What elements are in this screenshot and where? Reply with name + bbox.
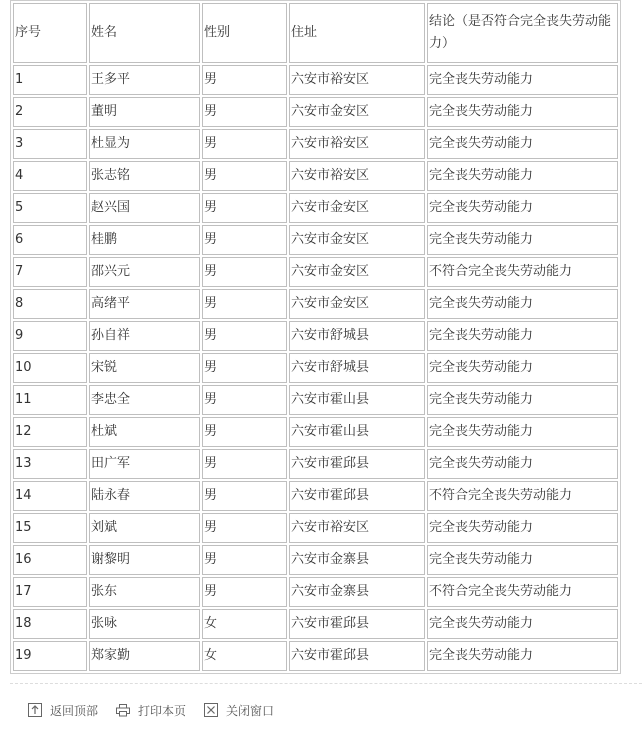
- table-row: [13, 321, 618, 351]
- cell-no: 10: [13, 353, 87, 383]
- cell-name: 刘斌: [89, 513, 200, 543]
- cell-result: 完全丧失劳动能力: [427, 65, 618, 95]
- cell-sex: 男: [202, 513, 287, 543]
- cell-result: 完全丧失劳动能力: [427, 545, 618, 575]
- cell-name: 董明: [89, 97, 200, 127]
- cell-result: 不符合完全丧失劳动能力: [427, 257, 618, 287]
- cell-sex: 男: [202, 321, 287, 351]
- cell-result: 完全丧失劳动能力: [427, 353, 618, 383]
- cell-name: 王多平: [89, 65, 200, 95]
- table-row: [13, 577, 618, 607]
- cell-no: 6: [13, 225, 87, 255]
- cell-no: 12: [13, 417, 87, 447]
- header-result: 结论（是否符合完全丧失劳动能力）: [427, 3, 618, 63]
- cell-address: 六安市霍邱县: [289, 481, 425, 511]
- table-row: [13, 513, 618, 543]
- cell-sex: 男: [202, 577, 287, 607]
- back-to-top-label: 返回顶部: [50, 703, 99, 718]
- cell-result: 完全丧失劳动能力: [427, 513, 618, 543]
- table-row: [13, 545, 618, 575]
- cell-name: 孙自祥: [89, 321, 200, 351]
- cell-result: 完全丧失劳动能力: [427, 97, 618, 127]
- cell-sex: 男: [202, 97, 287, 127]
- table-row: [13, 641, 618, 671]
- table-row: [13, 353, 618, 383]
- cell-name: 张东: [89, 577, 200, 607]
- cell-sex: 女: [202, 609, 287, 639]
- cell-result: 完全丧失劳动能力: [427, 129, 618, 159]
- cell-address: 六安市裕安区: [289, 65, 425, 95]
- close-window-label: 关闭窗口: [226, 703, 275, 718]
- cell-name: 杜斌: [89, 417, 200, 447]
- cell-name: 杜显为: [89, 129, 200, 159]
- table-row: [13, 257, 618, 287]
- cell-no: 3: [13, 129, 87, 159]
- table-row: [13, 129, 618, 159]
- cell-address: 六安市金安区: [289, 193, 425, 223]
- back-to-top-link[interactable]: [28, 702, 98, 719]
- header-address: 住址: [289, 3, 425, 63]
- cell-result: 不符合完全丧失劳动能力: [427, 577, 618, 607]
- cell-sex: 男: [202, 417, 287, 447]
- print-icon: [116, 703, 130, 717]
- results-table-body: [13, 3, 618, 671]
- cell-address: 六安市金安区: [289, 225, 425, 255]
- cell-no: 13: [13, 449, 87, 479]
- table-header-row: [13, 3, 618, 63]
- cell-address: 六安市霍邱县: [289, 641, 425, 671]
- cell-result: 完全丧失劳动能力: [427, 385, 618, 415]
- cell-no: 8: [13, 289, 87, 319]
- table-row: [13, 193, 618, 223]
- cell-address: 六安市舒城县: [289, 353, 425, 383]
- cell-address: 六安市裕安区: [289, 513, 425, 543]
- cell-sex: 女: [202, 641, 287, 671]
- cell-result: 完全丧失劳动能力: [427, 225, 618, 255]
- cell-sex: 男: [202, 385, 287, 415]
- cell-no: 16: [13, 545, 87, 575]
- cell-sex: 男: [202, 193, 287, 223]
- cell-name: 高绪平: [89, 289, 200, 319]
- cell-name: 田广军: [89, 449, 200, 479]
- cell-sex: 男: [202, 481, 287, 511]
- cell-sex: 男: [202, 353, 287, 383]
- cell-no: 5: [13, 193, 87, 223]
- header-name: 姓名: [89, 3, 200, 63]
- cell-no: 17: [13, 577, 87, 607]
- cell-result: 完全丧失劳动能力: [427, 161, 618, 191]
- cell-sex: 男: [202, 545, 287, 575]
- cell-result: 完全丧失劳动能力: [427, 609, 618, 639]
- cell-sex: 男: [202, 65, 287, 95]
- cell-address: 六安市霍山县: [289, 417, 425, 447]
- cell-name: 郑家勤: [89, 641, 200, 671]
- close-window-icon: [204, 703, 218, 717]
- cell-name: 桂鹏: [89, 225, 200, 255]
- cell-address: 六安市金安区: [289, 257, 425, 287]
- cell-sex: 男: [202, 289, 287, 319]
- cell-no: 15: [13, 513, 87, 543]
- cell-no: 7: [13, 257, 87, 287]
- cell-address: 六安市舒城县: [289, 321, 425, 351]
- cell-no: 18: [13, 609, 87, 639]
- cell-result: 完全丧失劳动能力: [427, 417, 618, 447]
- cell-address: 六安市霍山县: [289, 385, 425, 415]
- cell-sex: 男: [202, 449, 287, 479]
- table-row: [13, 225, 618, 255]
- cell-name: 李忠全: [89, 385, 200, 415]
- cell-no: 1: [13, 65, 87, 95]
- cell-address: 六安市霍邱县: [289, 609, 425, 639]
- cell-sex: 男: [202, 225, 287, 255]
- cell-no: 4: [13, 161, 87, 191]
- table-row: [13, 417, 618, 447]
- print-page-label: 打印本页: [138, 703, 187, 718]
- cell-name: 宋锐: [89, 353, 200, 383]
- cell-no: 14: [13, 481, 87, 511]
- cell-address: 六安市金安区: [289, 289, 425, 319]
- cell-no: 11: [13, 385, 87, 415]
- back-to-top-icon: [28, 703, 42, 717]
- close-window-link[interactable]: [204, 702, 274, 719]
- table-row: [13, 449, 618, 479]
- table-row: [13, 161, 618, 191]
- cell-no: 19: [13, 641, 87, 671]
- cell-name: 邵兴元: [89, 257, 200, 287]
- cell-name: 谢黎明: [89, 545, 200, 575]
- cell-no: 2: [13, 97, 87, 127]
- header-sex: 性别: [202, 3, 287, 63]
- results-table: [10, 0, 621, 674]
- table-row: [13, 481, 618, 511]
- cell-address: 六安市霍邱县: [289, 449, 425, 479]
- cell-name: 陆永春: [89, 481, 200, 511]
- results-table-container: [10, 0, 621, 674]
- cell-name: 张志铭: [89, 161, 200, 191]
- cell-address: 六安市裕安区: [289, 129, 425, 159]
- cell-sex: 男: [202, 161, 287, 191]
- cell-result: 完全丧失劳动能力: [427, 321, 618, 351]
- cell-address: 六安市金寨县: [289, 577, 425, 607]
- table-row: [13, 65, 618, 95]
- cell-name: 张咏: [89, 609, 200, 639]
- cell-result: 完全丧失劳动能力: [427, 449, 618, 479]
- cell-no: 9: [13, 321, 87, 351]
- cell-address: 六安市金安区: [289, 97, 425, 127]
- cell-result: 完全丧失劳动能力: [427, 289, 618, 319]
- header-no: 序号: [13, 3, 87, 63]
- cell-result: 完全丧失劳动能力: [427, 641, 618, 671]
- cell-name: 赵兴国: [89, 193, 200, 223]
- page-footer-toolbar: [28, 700, 292, 720]
- table-row: [13, 289, 618, 319]
- table-row: [13, 609, 618, 639]
- cell-address: 六安市金寨县: [289, 545, 425, 575]
- cell-address: 六安市裕安区: [289, 161, 425, 191]
- print-page-link[interactable]: [116, 702, 186, 719]
- cell-result: 完全丧失劳动能力: [427, 193, 618, 223]
- cell-result: 不符合完全丧失劳动能力: [427, 481, 618, 511]
- footer-divider: [10, 683, 642, 684]
- cell-sex: 男: [202, 257, 287, 287]
- table-row: [13, 97, 618, 127]
- table-row: [13, 385, 618, 415]
- cell-sex: 男: [202, 129, 287, 159]
